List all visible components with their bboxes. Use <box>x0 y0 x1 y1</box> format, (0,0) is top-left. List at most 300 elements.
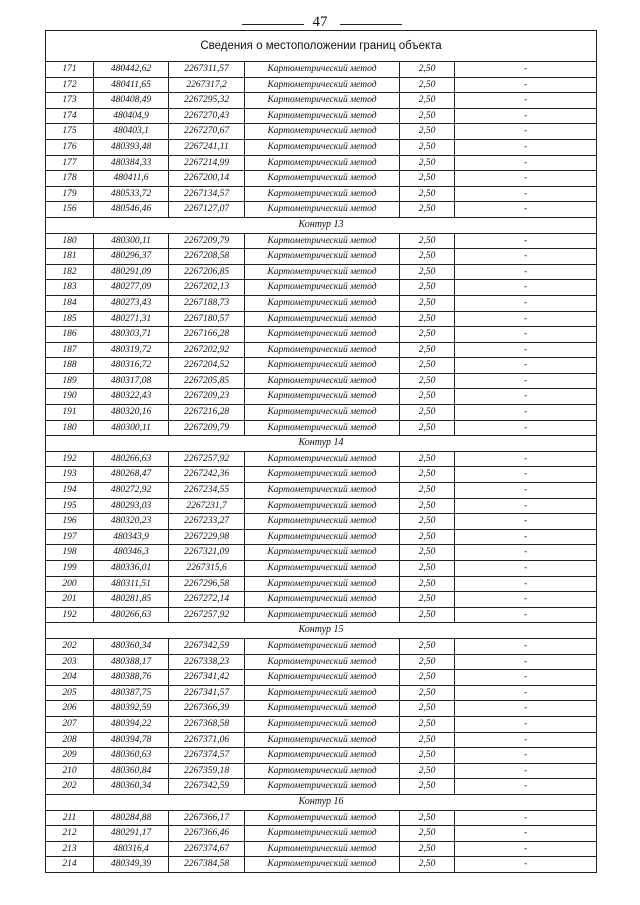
y-coordinate-cell: 2267374,67 <box>169 841 245 857</box>
method-cell: Картометрический метод <box>245 483 400 499</box>
method-cell: Картометрический метод <box>245 841 400 857</box>
y-coordinate-cell: 2267180,57 <box>169 311 245 327</box>
table-row <box>46 139 597 155</box>
point-number-cell: 206 <box>46 701 94 717</box>
precision-cell: 2,50 <box>400 498 455 514</box>
table-row <box>46 93 597 109</box>
method-cell: Картометрический метод <box>245 389 400 405</box>
note-cell: - <box>455 529 597 545</box>
table-row <box>46 607 597 623</box>
point-number-cell: 194 <box>46 483 94 499</box>
method-cell: Картометрический метод <box>245 124 400 140</box>
table-row <box>46 561 597 577</box>
method-cell: Картометрический метод <box>245 670 400 686</box>
method-cell: Картометрический метод <box>245 420 400 436</box>
x-coordinate-cell: 480317,08 <box>94 373 169 389</box>
x-coordinate-cell: 480291,09 <box>94 264 169 280</box>
note-cell: - <box>455 108 597 124</box>
method-cell: Картометрический метод <box>245 451 400 467</box>
y-coordinate-cell: 2267338,23 <box>169 654 245 670</box>
point-number-cell: 179 <box>46 186 94 202</box>
table-row <box>46 77 597 93</box>
method-cell: Картометрический метод <box>245 732 400 748</box>
note-cell: - <box>455 607 597 623</box>
method-cell: Картометрический метод <box>245 701 400 717</box>
method-cell: Картометрический метод <box>245 202 400 218</box>
table-row <box>46 171 597 187</box>
x-coordinate-cell: 480392,59 <box>94 701 169 717</box>
note-cell: - <box>455 545 597 561</box>
x-coordinate-cell: 480300,11 <box>94 233 169 249</box>
table-row <box>46 841 597 857</box>
point-number-cell: 171 <box>46 62 94 78</box>
table-row <box>46 358 597 374</box>
x-coordinate-cell: 480266,63 <box>94 451 169 467</box>
method-cell: Картометрический метод <box>245 280 400 296</box>
point-number-cell: 175 <box>46 124 94 140</box>
point-number-cell: 192 <box>46 607 94 623</box>
y-coordinate-cell: 2267216,28 <box>169 405 245 421</box>
method-cell: Картометрический метод <box>245 93 400 109</box>
table-row <box>46 732 597 748</box>
note-cell: - <box>455 561 597 577</box>
point-number-cell: 183 <box>46 280 94 296</box>
point-number-cell: 189 <box>46 373 94 389</box>
x-coordinate-cell: 480319,72 <box>94 342 169 358</box>
point-number-cell: 203 <box>46 654 94 670</box>
y-coordinate-cell: 2267231,7 <box>169 498 245 514</box>
precision-cell: 2,50 <box>400 264 455 280</box>
note-cell: - <box>455 373 597 389</box>
x-coordinate-cell: 480403,1 <box>94 124 169 140</box>
x-coordinate-cell: 480311,51 <box>94 576 169 592</box>
note-cell: - <box>455 280 597 296</box>
y-coordinate-cell: 2267233,27 <box>169 514 245 530</box>
note-cell: - <box>455 77 597 93</box>
method-cell: Картометрический метод <box>245 592 400 608</box>
y-coordinate-cell: 2267241,11 <box>169 139 245 155</box>
precision-cell: 2,50 <box>400 233 455 249</box>
precision-cell: 2,50 <box>400 342 455 358</box>
page-number: 47 <box>312 14 328 30</box>
x-coordinate-cell: 480268,47 <box>94 467 169 483</box>
point-number-cell: 210 <box>46 763 94 779</box>
y-coordinate-cell: 2267206,85 <box>169 264 245 280</box>
precision-cell: 2,50 <box>400 77 455 93</box>
point-number-cell: 204 <box>46 670 94 686</box>
x-coordinate-cell: 480316,4 <box>94 841 169 857</box>
method-cell: Картометрический метод <box>245 857 400 873</box>
precision-cell: 2,50 <box>400 716 455 732</box>
point-number-cell: 190 <box>46 389 94 405</box>
y-coordinate-cell: 2267270,67 <box>169 124 245 140</box>
point-number-cell: 196 <box>46 514 94 530</box>
note-cell: - <box>455 638 597 654</box>
method-cell: Картометрический метод <box>245 342 400 358</box>
y-coordinate-cell: 2267166,28 <box>169 327 245 343</box>
precision-cell: 2,50 <box>400 108 455 124</box>
x-coordinate-cell: 480271,31 <box>94 311 169 327</box>
y-coordinate-cell: 2267371,06 <box>169 732 245 748</box>
coordinates-table-body <box>46 31 597 873</box>
note-cell: - <box>455 186 597 202</box>
y-coordinate-cell: 2267342,59 <box>169 638 245 654</box>
y-coordinate-cell: 2267341,57 <box>169 685 245 701</box>
note-cell: - <box>455 342 597 358</box>
point-number-cell: 202 <box>46 638 94 654</box>
y-coordinate-cell: 2267366,46 <box>169 826 245 842</box>
table-row <box>46 670 597 686</box>
x-coordinate-cell: 480316,72 <box>94 358 169 374</box>
precision-cell: 2,50 <box>400 171 455 187</box>
point-number-cell: 184 <box>46 295 94 311</box>
note-cell: - <box>455 264 597 280</box>
note-cell: - <box>455 202 597 218</box>
note-cell: - <box>455 763 597 779</box>
y-coordinate-cell: 2267341,42 <box>169 670 245 686</box>
table-row <box>46 545 597 561</box>
table-row <box>46 295 597 311</box>
point-number-cell: 176 <box>46 139 94 155</box>
y-coordinate-cell: 2267208,58 <box>169 249 245 265</box>
note-cell: - <box>455 498 597 514</box>
note-cell: - <box>455 233 597 249</box>
x-coordinate-cell: 480388,76 <box>94 670 169 686</box>
method-cell: Картометрический метод <box>245 77 400 93</box>
x-coordinate-cell: 480272,92 <box>94 483 169 499</box>
x-coordinate-cell: 480291,17 <box>94 826 169 842</box>
precision-cell: 2,50 <box>400 202 455 218</box>
note-cell: - <box>455 139 597 155</box>
method-cell: Картометрический метод <box>245 108 400 124</box>
table-row <box>46 576 597 592</box>
method-cell: Картометрический метод <box>245 405 400 421</box>
y-coordinate-cell: 2267311,57 <box>169 62 245 78</box>
method-cell: Картометрический метод <box>245 654 400 670</box>
table-row <box>46 155 597 171</box>
precision-cell: 2,50 <box>400 93 455 109</box>
precision-cell: 2,50 <box>400 327 455 343</box>
x-coordinate-cell: 480266,63 <box>94 607 169 623</box>
table-row <box>46 763 597 779</box>
point-number-cell: 193 <box>46 467 94 483</box>
point-number-cell: 192 <box>46 451 94 467</box>
table-row <box>46 498 597 514</box>
x-coordinate-cell: 480387,75 <box>94 685 169 701</box>
method-cell: Картометрический метод <box>245 249 400 265</box>
table-row <box>46 810 597 826</box>
method-cell: Картометрический метод <box>245 638 400 654</box>
point-number-cell: 202 <box>46 779 94 795</box>
x-coordinate-cell: 480322,43 <box>94 389 169 405</box>
note-cell: - <box>455 857 597 873</box>
point-number-cell: 156 <box>46 202 94 218</box>
point-number-cell: 181 <box>46 249 94 265</box>
method-cell: Картометрический метод <box>245 716 400 732</box>
table-row <box>46 373 597 389</box>
point-number-cell: 207 <box>46 716 94 732</box>
y-coordinate-cell: 2267200,14 <box>169 171 245 187</box>
method-cell: Картометрический метод <box>245 311 400 327</box>
y-coordinate-cell: 2267234,55 <box>169 483 245 499</box>
method-cell: Картометрический метод <box>245 358 400 374</box>
x-coordinate-cell: 480293,03 <box>94 498 169 514</box>
method-cell: Картометрический метод <box>245 685 400 701</box>
x-coordinate-cell: 480281,85 <box>94 592 169 608</box>
method-cell: Картометрический метод <box>245 155 400 171</box>
x-coordinate-cell: 480394,22 <box>94 716 169 732</box>
point-number-cell: 178 <box>46 171 94 187</box>
method-cell: Картометрический метод <box>245 171 400 187</box>
table-row <box>46 264 597 280</box>
y-coordinate-cell: 2267134,57 <box>169 186 245 202</box>
method-cell: Картометрический метод <box>245 264 400 280</box>
x-coordinate-cell: 480296,37 <box>94 249 169 265</box>
point-number-cell: 187 <box>46 342 94 358</box>
note-cell: - <box>455 576 597 592</box>
x-coordinate-cell: 480411,6 <box>94 171 169 187</box>
contour-label: Контур 16 <box>46 794 597 810</box>
y-coordinate-cell: 2267272,14 <box>169 592 245 608</box>
note-cell: - <box>455 93 597 109</box>
point-number-cell: 174 <box>46 108 94 124</box>
precision-cell: 2,50 <box>400 779 455 795</box>
table-row <box>46 451 597 467</box>
method-cell: Картометрический метод <box>245 514 400 530</box>
precision-cell: 2,50 <box>400 514 455 530</box>
y-coordinate-cell: 2267368,58 <box>169 716 245 732</box>
precision-cell: 2,50 <box>400 576 455 592</box>
note-cell: - <box>455 62 597 78</box>
table-row <box>46 405 597 421</box>
precision-cell: 2,50 <box>400 545 455 561</box>
point-number-cell: 186 <box>46 327 94 343</box>
x-coordinate-cell: 480393,48 <box>94 139 169 155</box>
table-title-row <box>46 31 597 62</box>
precision-cell: 2,50 <box>400 155 455 171</box>
x-coordinate-cell: 480349,39 <box>94 857 169 873</box>
table-row <box>46 233 597 249</box>
note-cell: - <box>455 779 597 795</box>
method-cell: Картометрический метод <box>245 561 400 577</box>
precision-cell: 2,50 <box>400 373 455 389</box>
note-cell: - <box>455 701 597 717</box>
y-coordinate-cell: 2267205,85 <box>169 373 245 389</box>
method-cell: Картометрический метод <box>245 576 400 592</box>
note-cell: - <box>455 670 597 686</box>
y-coordinate-cell: 2267374,57 <box>169 748 245 764</box>
x-coordinate-cell: 480346,3 <box>94 545 169 561</box>
point-number-cell: 200 <box>46 576 94 592</box>
y-coordinate-cell: 2267202,92 <box>169 342 245 358</box>
point-number-cell: 195 <box>46 498 94 514</box>
table-row <box>46 420 597 436</box>
note-cell: - <box>455 841 597 857</box>
table-row <box>46 327 597 343</box>
y-coordinate-cell: 2267295,32 <box>169 93 245 109</box>
contour-label: Контур 15 <box>46 623 597 639</box>
note-cell: - <box>455 685 597 701</box>
y-coordinate-cell: 2267342,59 <box>169 779 245 795</box>
method-cell: Картометрический метод <box>245 373 400 389</box>
y-coordinate-cell: 2267202,13 <box>169 280 245 296</box>
precision-cell: 2,50 <box>400 763 455 779</box>
y-coordinate-cell: 2267257,92 <box>169 607 245 623</box>
point-number-cell: 191 <box>46 405 94 421</box>
method-cell: Картометрический метод <box>245 139 400 155</box>
point-number-cell: 208 <box>46 732 94 748</box>
y-coordinate-cell: 2267317,2 <box>169 77 245 93</box>
precision-cell: 2,50 <box>400 467 455 483</box>
method-cell: Картометрический метод <box>245 607 400 623</box>
precision-cell: 2,50 <box>400 529 455 545</box>
x-coordinate-cell: 480277,09 <box>94 280 169 296</box>
method-cell: Картометрический метод <box>245 545 400 561</box>
point-number-cell: 180 <box>46 233 94 249</box>
contour-header-row <box>46 623 597 639</box>
point-number-cell: 211 <box>46 810 94 826</box>
x-coordinate-cell: 480546,46 <box>94 202 169 218</box>
method-cell: Картометрический метод <box>245 233 400 249</box>
contour-header-row <box>46 794 597 810</box>
note-cell: - <box>455 592 597 608</box>
table-row <box>46 654 597 670</box>
y-coordinate-cell: 2267209,23 <box>169 389 245 405</box>
page-number-rule-right <box>340 24 402 25</box>
x-coordinate-cell: 480336,01 <box>94 561 169 577</box>
table-row <box>46 202 597 218</box>
note-cell: - <box>455 405 597 421</box>
method-cell: Картометрический метод <box>245 779 400 795</box>
table-row <box>46 514 597 530</box>
precision-cell: 2,50 <box>400 139 455 155</box>
y-coordinate-cell: 2267366,17 <box>169 810 245 826</box>
contour-label: Контур 13 <box>46 217 597 233</box>
x-coordinate-cell: 480394,78 <box>94 732 169 748</box>
precision-cell: 2,50 <box>400 638 455 654</box>
point-number-cell: 197 <box>46 529 94 545</box>
note-cell: - <box>455 467 597 483</box>
y-coordinate-cell: 2267188,73 <box>169 295 245 311</box>
precision-cell: 2,50 <box>400 607 455 623</box>
contour-header-row <box>46 217 597 233</box>
point-number-cell: 185 <box>46 311 94 327</box>
table-row <box>46 592 597 608</box>
precision-cell: 2,50 <box>400 810 455 826</box>
y-coordinate-cell: 2267209,79 <box>169 233 245 249</box>
table-row <box>46 249 597 265</box>
method-cell: Картометрический метод <box>245 810 400 826</box>
note-cell: - <box>455 358 597 374</box>
x-coordinate-cell: 480408,49 <box>94 93 169 109</box>
precision-cell: 2,50 <box>400 654 455 670</box>
x-coordinate-cell: 480533,72 <box>94 186 169 202</box>
page-number-rule-left <box>242 24 304 25</box>
x-coordinate-cell: 480284,88 <box>94 810 169 826</box>
precision-cell: 2,50 <box>400 295 455 311</box>
contour-label: Контур 14 <box>46 436 597 452</box>
precision-cell: 2,50 <box>400 358 455 374</box>
precision-cell: 2,50 <box>400 249 455 265</box>
precision-cell: 2,50 <box>400 483 455 499</box>
precision-cell: 2,50 <box>400 405 455 421</box>
point-number-cell: 199 <box>46 561 94 577</box>
precision-cell: 2,50 <box>400 420 455 436</box>
note-cell: - <box>455 327 597 343</box>
precision-cell: 2,50 <box>400 451 455 467</box>
note-cell: - <box>455 810 597 826</box>
precision-cell: 2,50 <box>400 857 455 873</box>
y-coordinate-cell: 2267296,58 <box>169 576 245 592</box>
precision-cell: 2,50 <box>400 841 455 857</box>
precision-cell: 2,50 <box>400 280 455 296</box>
precision-cell: 2,50 <box>400 732 455 748</box>
precision-cell: 2,50 <box>400 592 455 608</box>
method-cell: Картометрический метод <box>245 186 400 202</box>
table-row <box>46 638 597 654</box>
contour-header-row <box>46 436 597 452</box>
table-row <box>46 186 597 202</box>
y-coordinate-cell: 2267209,79 <box>169 420 245 436</box>
x-coordinate-cell: 480360,34 <box>94 779 169 795</box>
point-number-cell: 180 <box>46 420 94 436</box>
note-cell: - <box>455 451 597 467</box>
point-number-cell: 212 <box>46 826 94 842</box>
precision-cell: 2,50 <box>400 701 455 717</box>
table-row <box>46 685 597 701</box>
precision-cell: 2,50 <box>400 124 455 140</box>
precision-cell: 2,50 <box>400 311 455 327</box>
x-coordinate-cell: 480442,62 <box>94 62 169 78</box>
x-coordinate-cell: 480360,63 <box>94 748 169 764</box>
method-cell: Картометрический метод <box>245 498 400 514</box>
point-number-cell: 198 <box>46 545 94 561</box>
table-row <box>46 483 597 499</box>
x-coordinate-cell: 480343,9 <box>94 529 169 545</box>
y-coordinate-cell: 2267127,07 <box>169 202 245 218</box>
table-row <box>46 529 597 545</box>
precision-cell: 2,50 <box>400 685 455 701</box>
precision-cell: 2,50 <box>400 62 455 78</box>
y-coordinate-cell: 2267270,43 <box>169 108 245 124</box>
y-coordinate-cell: 2267214,99 <box>169 155 245 171</box>
precision-cell: 2,50 <box>400 748 455 764</box>
method-cell: Картометрический метод <box>245 826 400 842</box>
point-number-cell: 209 <box>46 748 94 764</box>
note-cell: - <box>455 654 597 670</box>
note-cell: - <box>455 311 597 327</box>
note-cell: - <box>455 171 597 187</box>
table-row <box>46 311 597 327</box>
note-cell: - <box>455 155 597 171</box>
table-row <box>46 280 597 296</box>
note-cell: - <box>455 826 597 842</box>
table-title: Сведения о местоположении границ объекта <box>46 31 597 62</box>
x-coordinate-cell: 480384,33 <box>94 155 169 171</box>
y-coordinate-cell: 2267257,92 <box>169 451 245 467</box>
y-coordinate-cell: 2267366,39 <box>169 701 245 717</box>
boundary-coordinates-table <box>45 30 597 873</box>
y-coordinate-cell: 2267315,6 <box>169 561 245 577</box>
x-coordinate-cell: 480360,34 <box>94 638 169 654</box>
note-cell: - <box>455 514 597 530</box>
precision-cell: 2,50 <box>400 670 455 686</box>
point-number-cell: 205 <box>46 685 94 701</box>
y-coordinate-cell: 2267242,36 <box>169 467 245 483</box>
x-coordinate-cell: 480411,65 <box>94 77 169 93</box>
x-coordinate-cell: 480320,16 <box>94 405 169 421</box>
note-cell: - <box>455 716 597 732</box>
